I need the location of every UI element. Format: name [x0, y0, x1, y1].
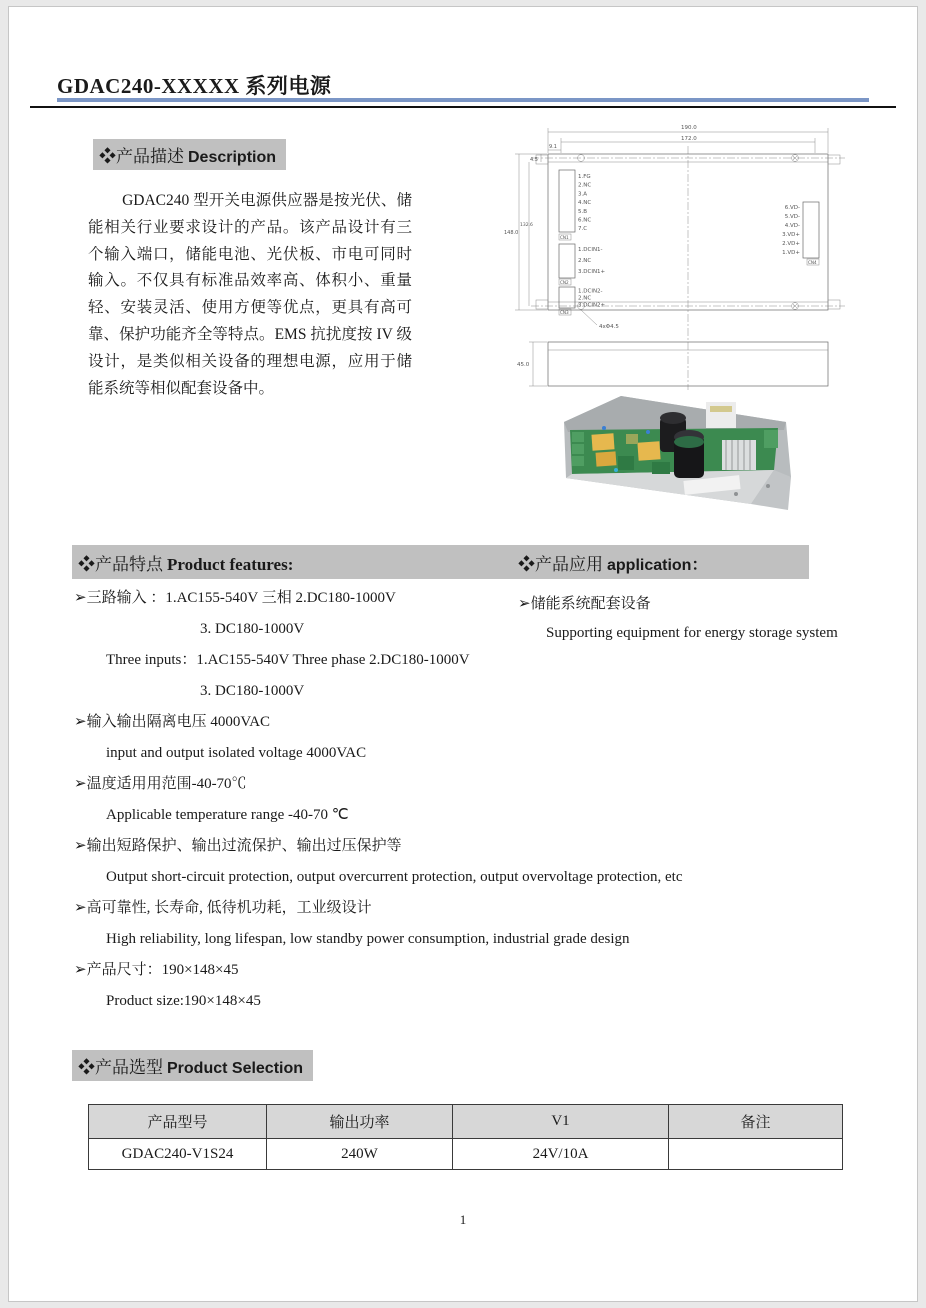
feature-line: ➢输出短路保护、输出过流保护、输出过压保护等 — [74, 838, 402, 854]
title-underline-blue — [57, 98, 869, 102]
svg-text:6.VD-: 6.VD- — [784, 205, 800, 211]
feature-line: High reliability, long lifespan, low standby power consumption, industrial grade design — [106, 931, 630, 947]
svg-text:3.VD+: 3.VD+ — [782, 232, 800, 238]
features-list — [74, 590, 896, 1024]
description-heading-zh: ❖产品描述 — [99, 147, 184, 166]
product-photo — [556, 382, 804, 522]
feature-line: ➢产品尺寸：190×148×45 — [74, 962, 239, 978]
table-header-row — [89, 1105, 843, 1139]
side-view — [517, 342, 828, 386]
page-number: 1 — [459, 1212, 467, 1227]
selection-section-header — [72, 1050, 313, 1081]
feature-line: ➢三路输入 ：1.AC155-540V 三相 2.DC180-1000V — [74, 590, 396, 606]
col-header-remark: 备注 — [669, 1105, 843, 1139]
description-paragraph: GDAC240 型开关电源供应器是按光伏、储能相关行业要求设计的产品。该产品设计有三个输入端口，储能电池、光伏板、市电可同时输入。不仅具有标准品效率高、体积小、重量轻、安装灵活、使用方便等优点，更具有高可靠、保护功能齐全等特点。EMS 抗扰度按 IV 级设计，是类似相关设备的理想电源，应用于储能系统等相似配套设备中。 — [88, 192, 412, 397]
cn1-label: CN1 — [560, 235, 569, 240]
svg-text:3.DCIN1+: 3.DCIN1+ — [578, 269, 606, 275]
cell-power: 240W — [267, 1139, 453, 1170]
page-title: GDAC240-XXXXX 系列电源 — [57, 74, 332, 98]
cn2-connector — [559, 244, 575, 278]
col-header-v1: V1 — [453, 1105, 669, 1139]
cn1-pin-labels — [578, 174, 591, 232]
features-section-header — [78, 550, 293, 575]
feature-line: ➢高可靠性, 长寿命, 低待机功耗，工业级设计 — [74, 900, 372, 916]
svg-text:1.DCIN1-: 1.DCIN1- — [578, 247, 603, 253]
features-heading-en: Product features: — [167, 555, 294, 574]
cell-remark — [669, 1139, 843, 1170]
feature-line: Product size:190×148×45 — [106, 993, 261, 1009]
svg-text:2.NC: 2.NC — [578, 295, 592, 302]
cell-v1: 24V/10A — [453, 1139, 669, 1170]
col-header-power: 输出功率 — [267, 1105, 453, 1139]
application-heading-zh: ❖产品应用 — [518, 555, 603, 574]
product-selection-table — [88, 1104, 843, 1170]
selection-heading-zh: ❖产品选型 — [78, 1058, 163, 1077]
svg-text:7.C: 7.C — [578, 226, 588, 233]
dim-inner-width-label: 172.0 — [681, 136, 697, 142]
dim-width-label: 190.0 — [681, 125, 697, 131]
cn2-pin-labels — [578, 247, 606, 275]
svg-text:1.FG: 1.FG — [578, 174, 591, 180]
title-underline-black — [30, 106, 896, 108]
svg-text:4.NC: 4.NC — [578, 200, 592, 207]
cell-model: GDAC240-V1S24 — [89, 1139, 267, 1170]
cn1-connector — [559, 170, 575, 232]
dim-holes-label: 4xΦ4.5 — [599, 324, 619, 330]
features-application-header-bar — [72, 545, 809, 579]
dim-edge-label: 4.5 — [530, 157, 538, 163]
feature-line: ➢输入输出隔离电压 4000VAC — [74, 714, 271, 730]
feature-line: Applicable temperature range -40-70 ℃ — [106, 807, 349, 823]
dim-offset-label: 9.1 — [549, 144, 557, 150]
cn3-pin-labels — [578, 289, 606, 309]
svg-text:2.NC: 2.NC — [578, 182, 592, 189]
application-item-zh: ➢储能系统配套设备 — [518, 596, 651, 612]
application-heading-en: application： — [607, 557, 708, 574]
cn2-label: CN2 — [560, 280, 569, 285]
feature-line: 3. DC180-1000V — [200, 683, 305, 699]
application-section-header — [518, 550, 707, 575]
cn4-label: CN4 — [808, 260, 817, 265]
description-heading-en: Description — [188, 149, 277, 166]
svg-text:4.VD-: 4.VD- — [784, 223, 800, 229]
dim-height-label: 148.0 — [504, 230, 519, 236]
feature-line: ➢温度适用用范围-40-70℃ — [74, 776, 247, 792]
selection-heading-en: Product Selection — [167, 1060, 304, 1077]
feature-line: input and output isolated voltage 4000VAC — [106, 745, 367, 761]
dimension-drawing — [503, 120, 900, 392]
table-row — [89, 1139, 843, 1170]
svg-text:1.VD+: 1.VD+ — [782, 250, 800, 256]
svg-text:5.VD-: 5.VD- — [784, 214, 800, 220]
svg-text:5.B: 5.B — [578, 208, 588, 215]
col-header-model: 产品型号 — [89, 1105, 267, 1139]
svg-text:6.NC: 6.NC — [578, 217, 592, 224]
dim-inner-height-label: 132.6 — [520, 223, 533, 228]
dim-depth-label: 45.0 — [517, 362, 530, 368]
cn3-label: CN3 — [560, 310, 569, 315]
heatsink — [722, 440, 756, 470]
cn4-connector — [803, 202, 819, 258]
svg-text:2.VD+: 2.VD+ — [782, 241, 800, 247]
feature-line: 3. DC180-1000V — [200, 621, 305, 637]
svg-text:3.A: 3.A — [578, 191, 588, 198]
description-section-header — [93, 139, 286, 170]
cn4-pin-labels — [782, 205, 800, 256]
feature-line: Three inputs：1.AC155-540V Three phase 2.DC180-1000V — [106, 652, 470, 668]
svg-text:3.DCIN2+: 3.DCIN2+ — [578, 302, 606, 309]
svg-text:1.DCIN2-: 1.DCIN2- — [578, 288, 603, 295]
features-heading-zh: ❖产品特点 — [78, 555, 163, 574]
cn3-connector — [559, 287, 575, 308]
svg-text:2.NC: 2.NC — [578, 258, 592, 264]
application-item-en: Supporting equipment for energy storage system — [546, 625, 838, 641]
feature-line: Output short-circuit protection, output overcurrent protection, output overvoltage protection, etc — [106, 869, 683, 885]
dimension-lines — [504, 125, 828, 330]
